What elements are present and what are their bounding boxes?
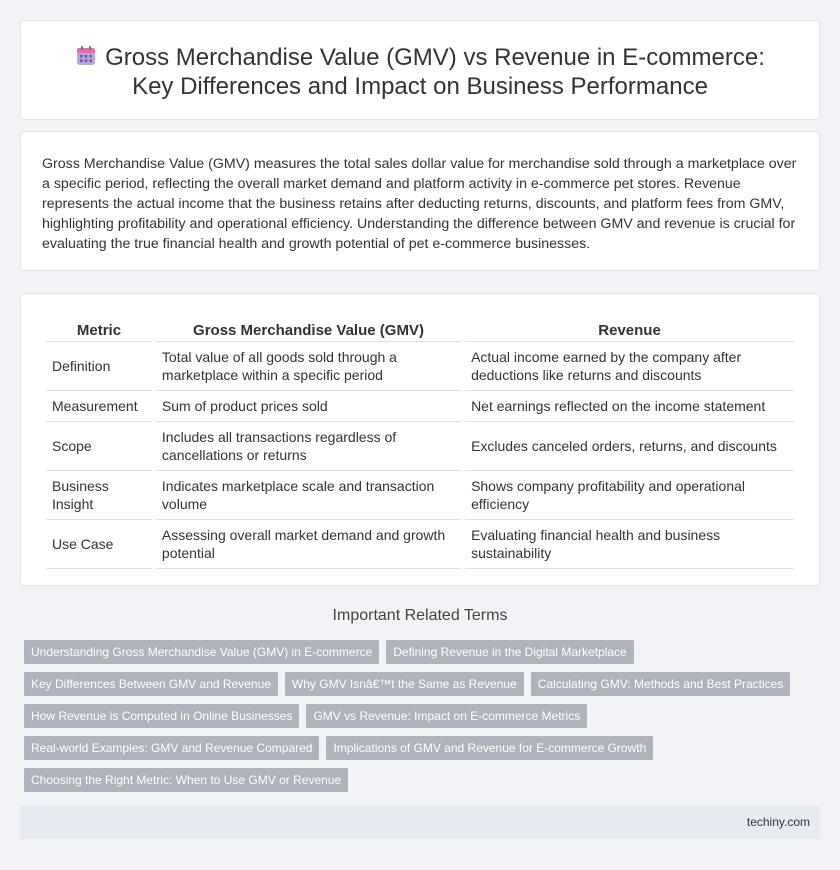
calendar-icon xyxy=(75,45,97,67)
metric-cell: Scope xyxy=(46,422,152,471)
related-term-link[interactable]: Understanding Gross Merchandise Value (GMV) in E-commerce xyxy=(24,640,379,664)
related-term-link[interactable]: Calculating GMV: Methods and Best Practices xyxy=(531,672,791,696)
table-header-row xyxy=(46,315,794,342)
gmv-cell: Indicates marketplace scale and transaction volume xyxy=(156,471,461,520)
gmv-cell: Total value of all goods sold through a marketplace within a specific period xyxy=(156,342,461,391)
metric-cell: Business Insight xyxy=(46,471,152,520)
revenue-cell: Net earnings reflected on the income statement xyxy=(465,391,794,422)
header-revenue: Revenue xyxy=(465,315,794,342)
related-term-link[interactable]: GMV vs Revenue: Impact on E-commerce Metrics xyxy=(306,704,587,728)
related-term-link[interactable]: Key Differences Between GMV and Revenue xyxy=(24,672,278,696)
header-card xyxy=(20,20,820,120)
revenue-cell: Evaluating financial health and business sustainability xyxy=(465,520,794,569)
gmv-cell: Includes all transactions regardless of cancellations or returns xyxy=(156,422,461,471)
table-row xyxy=(46,342,794,391)
metric-cell: Definition xyxy=(46,342,152,391)
revenue-cell: Actual income earned by the company after deductions like returns and discounts xyxy=(465,342,794,391)
related-term-link[interactable]: Real-world Examples: GMV and Revenue Compared xyxy=(24,736,319,760)
header-gmv: Gross Merchandise Value (GMV) xyxy=(156,315,461,342)
page-title-wrap xyxy=(21,43,819,101)
gmv-cell: Sum of product prices sold xyxy=(156,391,461,422)
footer-site-link[interactable]: techiny.com xyxy=(746,815,810,829)
related-term-link[interactable]: Defining Revenue in the Digital Marketplace xyxy=(386,640,633,664)
header-metric: Metric xyxy=(46,315,152,342)
related-terms-title: Important Related Terms xyxy=(332,607,508,624)
gmv-cell: Assessing overall market demand and growth potential xyxy=(156,520,461,569)
page-title: Gross Merchandise Value (GMV) vs Revenue in E-commerce: Key Differences and Impact on Business Performance xyxy=(105,44,765,100)
comparison-table xyxy=(42,315,798,569)
intro-card xyxy=(20,131,820,271)
table-row xyxy=(46,520,794,569)
related-term-link[interactable]: Implications of GMV and Revenue for E-commerce Growth xyxy=(326,736,653,760)
table-row xyxy=(46,471,794,520)
table-row xyxy=(46,422,794,471)
revenue-cell: Excludes canceled orders, returns, and discounts xyxy=(465,422,794,471)
related-term-link[interactable]: Choosing the Right Metric: When to Use GMV or Revenue xyxy=(24,768,348,792)
footer xyxy=(20,806,820,839)
revenue-cell: Shows company profitability and operational efficiency xyxy=(465,471,794,520)
table-row xyxy=(46,391,794,422)
related-term-link[interactable]: How Revenue is Computed in Online Businesses xyxy=(24,704,299,728)
intro-paragraph: Gross Merchandise Value (GMV) measures the total sales dollar value for merchandise sold through a marketplace over a specific period, reflecting the overall market demand and platform activity in e-commerce pet stores. Revenue represents the actual income that the business retains after deducting returns, discounts, and platform fees from GMV, highlighting profitability and operational efficiency. Understanding the difference between GMV and revenue is crucial for evaluating the true financial health and growth potential of pet e-commerce businesses. xyxy=(42,156,797,252)
related-term-link[interactable]: Why GMV Isnâ€™t the Same as Revenue xyxy=(285,672,524,696)
comparison-table-card xyxy=(20,293,820,586)
related-terms-list xyxy=(24,640,814,800)
metric-cell: Measurement xyxy=(46,391,152,422)
metric-cell: Use Case xyxy=(46,520,152,569)
